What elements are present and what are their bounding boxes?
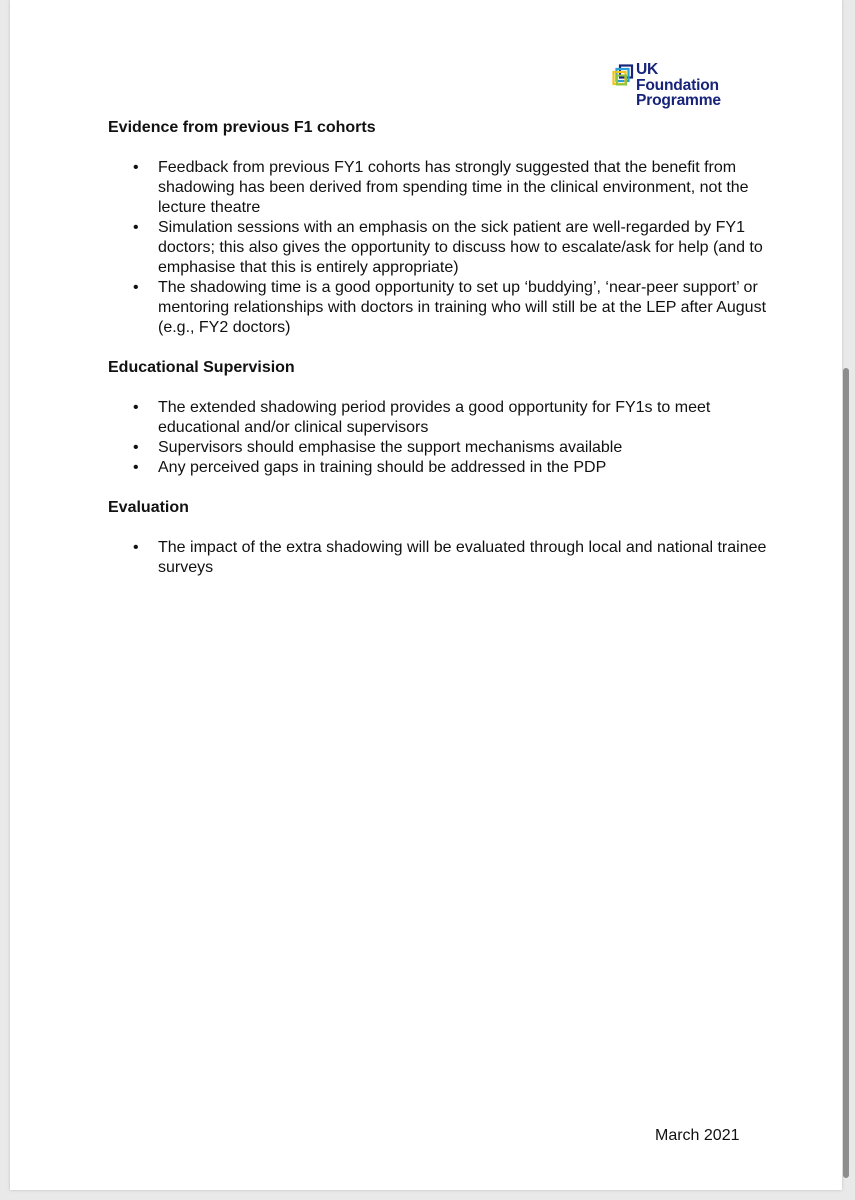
document-page xyxy=(10,0,842,1190)
document-date: March 2021 xyxy=(655,1127,740,1144)
bullet-list xyxy=(108,398,768,478)
logo-wordmark xyxy=(636,62,721,109)
bullet-list xyxy=(108,158,768,338)
logo-line-uk: UK xyxy=(636,61,659,78)
bullet-item: • Simulation sessions with an emphasis on the sick patient are well-regarded by FY1 doctors; this also gives the opportunity to discuss how to escalate/ask for help (and to emphasise that this is entirely appropriate) xyxy=(108,218,768,278)
bullet-item: • Feedback from previous FY1 cohorts has strongly suggested that the benefit from shadowing has been derived from spending time in the clinical environment, not the lecture theatre xyxy=(108,158,768,218)
logo-line-foundation: Foundation xyxy=(636,76,719,94)
bullet-item: • The extended shadowing period provides a good opportunity for FY1s to meet educational and/or clinical supervisors xyxy=(108,398,768,438)
linked-squares-logo-icon xyxy=(611,63,635,87)
section-evidence xyxy=(108,118,768,338)
bullet-item: • Any perceived gaps in training should be addressed in the PDP xyxy=(108,458,768,478)
bullet-list xyxy=(108,538,768,578)
section-heading: Evidence from previous F1 cohorts xyxy=(108,119,376,136)
section-educational-supervision xyxy=(108,358,768,478)
uk-foundation-programme-logo xyxy=(611,61,751,113)
vertical-scrollbar[interactable] xyxy=(843,368,849,1178)
section-evaluation xyxy=(108,498,768,578)
section-heading: Educational Supervision xyxy=(108,359,295,376)
document-body xyxy=(108,118,768,598)
logo-line-programme: Programme xyxy=(636,92,721,109)
bullet-item: • The impact of the extra shadowing will be evaluated through local and national trainee surveys xyxy=(108,538,768,578)
section-heading: Evaluation xyxy=(108,499,189,516)
bullet-item: • The shadowing time is a good opportunity to set up ‘buddying’, ‘near-peer support’ or mentoring relationships with doctors in training who will still be at the LEP after August (e.g., FY2 doctors) xyxy=(108,278,768,338)
bullet-item: • Supervisors should emphasise the support mechanisms available xyxy=(108,438,768,458)
